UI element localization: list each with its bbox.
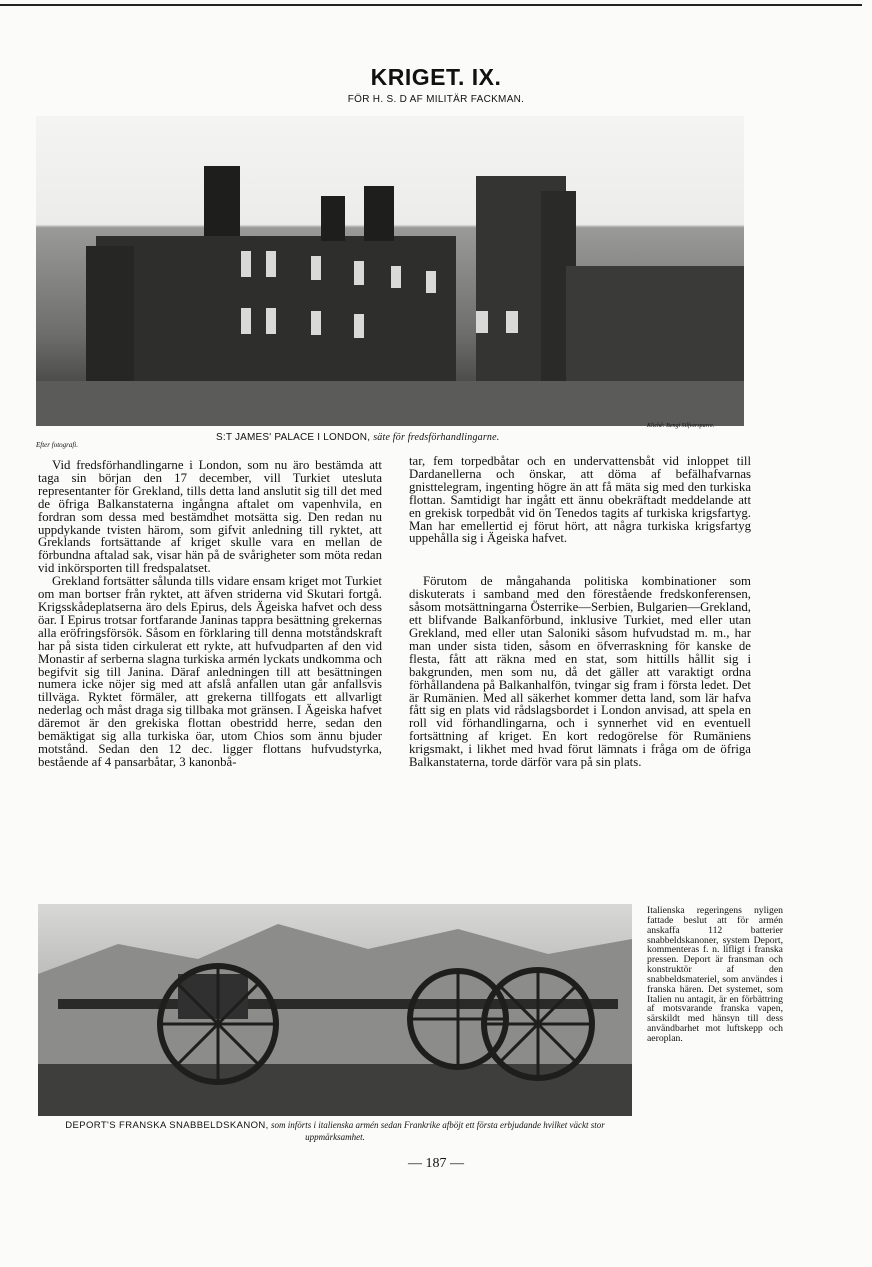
cannon-photo <box>38 904 632 1116</box>
palace-caption-main: S:T JAMES' PALACE I LONDON, <box>216 432 371 443</box>
article-column-right <box>409 455 751 769</box>
page-number: — 187 — <box>408 1156 464 1171</box>
paragraph: Grekland fortsätter sålunda tills vidare ensam kriget mot Turkiet om man bortser från ryktet, att äfven striderna vid Skutari fortgå. Krigsskådeplatserna äro dels Epirus, dels Ägeiska hafvet och dess öar. I Epirus trotsar fortfarande Janinas tappra besättning grekernas alla eröfringsförsök. Såsom en förklaring till denna motståndskraft har på sista tiden cirkulerat ett rykte, att hufvudparten af den vid Monastir af serberna slagna turkiska armén lyckats undkomma och begifvit sig till Janina. Däraf anledningen till att besättningen numera icke nöjer sig med att afslå anfallen utan går anfallsvis tillväga. Ryktet förmäler, att grekerna tillfogats ett allvarligt nederlag och måst draga sig tillbaka mot gränsen. I Ägeiska hafvet däremot är den grekiska flottan obestridd herre, sedan den bemäktigat sig alla turkiska öar, utom Chios som ännu bjuder motstånd. Sedan den 12 dec. ligger flottans hufvudstyrka, bestående af 4 pansarbåtar, 3 kanonbå- <box>38 574 382 769</box>
cannon-caption-italic: som införts i italienska armén sedan Frankrike afböjt ett första erbjudande hvilket väckt stor uppmärksamhet. <box>271 1120 605 1142</box>
palace-caption-italic: säte för fredsförhandlingarne. <box>373 432 500 443</box>
paragraph: Förutom de mångahanda politiska kombinationer som diskuterats i samband med den förestående fredskonferensen, såsom motsättningarna Österrike—Serbien, Bulgarien—Grekland, ett blifvande Balkanförbund, inklusive Turkiet, med eller utan Grekland, med eller utan Saloniki såsom hufvudstad m. m., har man under sista tiden, såsom en öfverraskning för kanske de flesta, fått att räkna med en stat, som hittills hållit sig i bakgrunden, men som nu, då det gäller att varaktigt ordna förhållandena på Balkanhalfön, tvingar sig fram i första ledet. Det är Rumänien. Med all säkerhet kommer detta land, som lär hafva fått sig en plats vid rådslagsbordet i London anvisad, att spela en roll vid förhandlingarna, och i synnerhet vid en eventuell fortsättning af kriget. En kort redogörelse för Rumäniens krigsmakt, i likhet med hvad förut lämnats i fråga om de öfriga Balkanstaterna, torde därför vara på sin plats. <box>409 574 751 770</box>
cannon-caption-main: DEPORT'S FRANSKA SNABBELDSKANON, <box>65 1120 269 1131</box>
cannon-caption <box>40 1120 630 1144</box>
page-subtitle: FÖR H. S. D AF MILITÄR FACKMAN. <box>347 94 525 105</box>
palace-photo <box>36 116 744 426</box>
cliche-credit: Klichê: Bengt Silfversparre. <box>647 423 715 429</box>
paragraph: tar, fem torpedbåtar och en undervattensbåt vid inloppet till Dardanellerna och önskar, att döma af befälhafvarnas gnisttelegram, ingenting högre än att få mäta sig med den turkiska flottan. Samtidigt har ingått ett ännu obekräftadt meddelande att en grekisk torpedbåt vid ön Tenedos tagits af turkiska krigsfartyg. Man har emellertid ej förut hört, att några turkiska krigsfartyg uppehålla sig i Ägeiska hafvet. <box>409 454 751 546</box>
sidebar-note: Italienska regeringens nyligen fattade beslut att för armén anskaffa 112 batterier snabbeldskanoner, system Deport, kommenteras f. n. lifligt i franska pressen. Deport är fransman och konstruktör af den snabbeldsmateriel, som användes i franska hären. Det systemet, som Italien nu antagit, är en förbättring af motsvarande franska vapen, särskildt med hänsyn till dess användbarhet mot luftskepp och aeroplan. <box>647 905 783 1044</box>
palace-illustration <box>36 116 744 426</box>
article-column-left <box>38 459 382 769</box>
photo-credit: Efter fotografi. <box>36 441 78 449</box>
paragraph: Vid fredsförhandlingarne i London, som nu äro bestämda att taga sin början den 17 december, vill Turkiet utesluta representanter för Grekland, tills detta land anslutit sig till det med de öfriga Balkanstaterna ingångna aftalet om vapenhvila, en fordran som dessa med bestämdhet motsätta sig. Den redan nu uppdykande tvisten härom, som gifvit anledning till ryktet, att Greklands fortsättande af kriget skulle vara en mellan de förbundna aftalad sak, visar hän på de svårigheter som möta redan vid inkörsporten till fredspalatset. <box>38 458 382 576</box>
cannon-illustration <box>38 904 632 1116</box>
top-rule <box>0 4 862 6</box>
palace-caption <box>216 432 499 443</box>
page-title: KRIGET. IX. <box>370 64 502 90</box>
